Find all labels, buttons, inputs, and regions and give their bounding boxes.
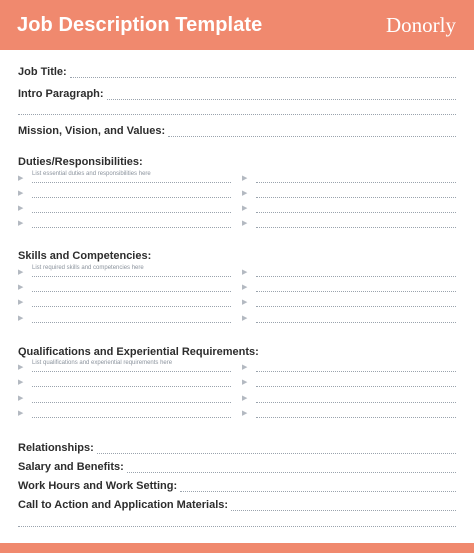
triangle-right-icon: ▶ <box>18 299 24 306</box>
duties-item-line[interactable] <box>256 172 456 183</box>
qualifications-item[interactable] <box>18 391 231 403</box>
mission-label: Mission, Vision, and Values: <box>18 125 166 137</box>
footer-bar <box>0 543 474 553</box>
intro-paragraph-line[interactable] <box>107 89 456 100</box>
duties-hint: List essential duties and responsibilities here <box>32 171 151 177</box>
qualifications-item[interactable] <box>242 406 456 418</box>
duties-item[interactable] <box>18 171 231 183</box>
work-hours-line[interactable] <box>180 481 456 492</box>
intro-paragraph-field[interactable] <box>18 86 456 100</box>
triangle-right-icon: ▶ <box>242 364 248 371</box>
triangle-right-icon: ▶ <box>242 205 248 212</box>
qualifications-item[interactable] <box>242 360 456 372</box>
triangle-right-icon: ▶ <box>242 190 248 197</box>
qualifications-hint: List qualifications and experiential requirements here <box>32 360 173 366</box>
triangle-right-icon: ▶ <box>242 315 248 322</box>
triangle-right-icon: ▶ <box>242 299 248 306</box>
triangle-right-icon: ▶ <box>18 190 24 197</box>
call-to-action-line-2[interactable] <box>18 526 456 527</box>
skills-item[interactable] <box>242 295 456 307</box>
triangle-right-icon: ▶ <box>18 284 24 291</box>
duties-item[interactable] <box>18 216 231 228</box>
triangle-right-icon: ▶ <box>242 269 248 276</box>
salary-line[interactable] <box>127 462 456 473</box>
job-title-field[interactable] <box>18 64 456 78</box>
page-title: Job Description Template <box>17 13 263 36</box>
qualifications-item[interactable] <box>18 406 231 418</box>
call-to-action-line[interactable] <box>231 500 456 511</box>
skills-item-line[interactable] <box>32 312 231 323</box>
skills-item[interactable] <box>18 265 231 277</box>
skills-item[interactable] <box>242 311 456 323</box>
salary-field[interactable] <box>18 459 456 473</box>
duties-item-line[interactable] <box>32 187 231 198</box>
skills-item-line[interactable] <box>256 281 456 292</box>
triangle-right-icon: ▶ <box>18 364 24 371</box>
skills-item-line[interactable] <box>32 281 231 292</box>
job-title-label: Job Title: <box>18 66 67 78</box>
duties-item-line[interactable] <box>256 217 456 228</box>
duties-item[interactable] <box>242 216 456 228</box>
qualifications-item-line[interactable] <box>256 361 456 372</box>
duties-item-line[interactable] <box>256 202 456 213</box>
triangle-right-icon: ▶ <box>18 315 24 322</box>
duties-item[interactable] <box>242 201 456 213</box>
brand-logo: Donorly <box>386 12 456 37</box>
skills-item[interactable] <box>18 280 231 292</box>
skills-hint: List required skills and competencies here <box>32 265 144 271</box>
triangle-right-icon: ▶ <box>18 220 24 227</box>
triangle-right-icon: ▶ <box>242 410 248 417</box>
triangle-right-icon: ▶ <box>18 395 24 402</box>
skills-item[interactable] <box>242 265 456 277</box>
qualifications-label: Qualifications and Experiential Requirements: <box>18 346 259 358</box>
relationships-line[interactable] <box>97 443 456 454</box>
triangle-right-icon: ▶ <box>18 205 24 212</box>
triangle-right-icon: ▶ <box>242 395 248 402</box>
duties-label: Duties/Responsibilities: <box>18 156 143 168</box>
skills-item-line[interactable] <box>256 312 456 323</box>
triangle-right-icon: ▶ <box>18 410 24 417</box>
duties-item-line[interactable] <box>32 172 231 183</box>
work-hours-field[interactable] <box>18 478 456 492</box>
triangle-right-icon: ▶ <box>18 379 24 386</box>
skills-item[interactable] <box>18 311 231 323</box>
qualifications-item-line[interactable] <box>256 376 456 387</box>
qualifications-item-line[interactable] <box>32 376 231 387</box>
duties-item-line[interactable] <box>256 187 456 198</box>
duties-item-line[interactable] <box>32 202 231 213</box>
job-title-line[interactable] <box>70 67 456 78</box>
intro-paragraph-line-2[interactable] <box>18 114 456 115</box>
triangle-right-icon: ▶ <box>18 269 24 276</box>
qualifications-item-line[interactable] <box>256 392 456 403</box>
triangle-right-icon: ▶ <box>242 220 248 227</box>
qualifications-item-line[interactable] <box>256 407 456 418</box>
qualifications-item-line[interactable] <box>32 392 231 403</box>
qualifications-item[interactable] <box>18 375 231 387</box>
skills-label: Skills and Competencies: <box>18 250 152 262</box>
call-to-action-field[interactable] <box>18 497 456 511</box>
skills-item-line[interactable] <box>32 266 231 277</box>
qualifications-item-line[interactable] <box>32 361 231 372</box>
triangle-right-icon: ▶ <box>18 175 24 182</box>
triangle-right-icon: ▶ <box>242 379 248 386</box>
call-to-action-label: Call to Action and Application Materials: <box>18 499 229 511</box>
salary-label: Salary and Benefits: <box>18 461 124 473</box>
mission-line[interactable] <box>168 126 456 137</box>
skills-item[interactable] <box>242 280 456 292</box>
relationships-field[interactable] <box>18 440 456 454</box>
duties-item-line[interactable] <box>32 217 231 228</box>
qualifications-item[interactable] <box>18 360 231 372</box>
mission-field[interactable] <box>18 123 456 137</box>
skills-item-line[interactable] <box>256 296 456 307</box>
duties-item[interactable] <box>18 186 231 198</box>
work-hours-label: Work Hours and Work Setting: <box>18 480 178 492</box>
qualifications-item[interactable] <box>242 391 456 403</box>
header-bar <box>0 0 474 50</box>
skills-item-line[interactable] <box>256 266 456 277</box>
triangle-right-icon: ▶ <box>242 284 248 291</box>
triangle-right-icon: ▶ <box>242 175 248 182</box>
qualifications-item[interactable] <box>242 375 456 387</box>
skills-item-line[interactable] <box>32 296 231 307</box>
duties-item[interactable] <box>242 171 456 183</box>
intro-paragraph-label: Intro Paragraph: <box>18 88 104 100</box>
relationships-label: Relationships: <box>18 442 94 454</box>
qualifications-item-line[interactable] <box>32 407 231 418</box>
duties-item[interactable] <box>242 186 456 198</box>
skills-item[interactable] <box>18 295 231 307</box>
duties-item[interactable] <box>18 201 231 213</box>
